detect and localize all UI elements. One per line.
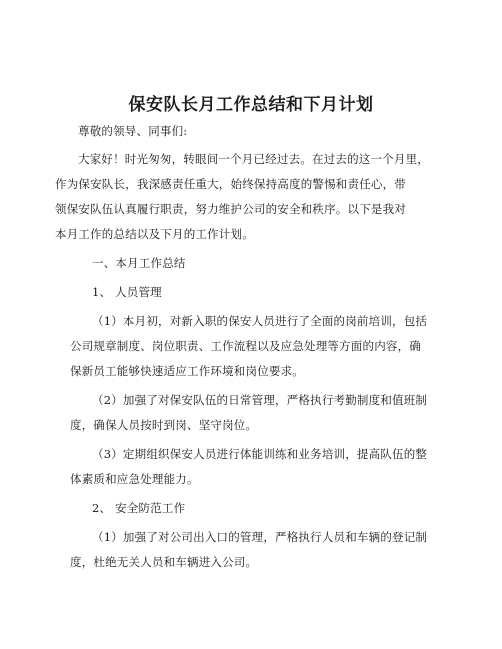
sub1-item1-line-2: 公司规章制度、岗位职责、工作流程以及应急处理等方面的内容，确 (70, 339, 421, 353)
sub1-item3-line-1: （3）定期组织保安人员进行体能训练和业务培训，提高队伍的整 (92, 447, 428, 461)
subsection-2-heading: 2、 安全防范工作 (92, 501, 186, 515)
sub1-item1-line-1: （1）本月初，对新入职的保安人员进行了全面的岗前培训，包括 (92, 314, 428, 328)
intro-line-2: 作为保安队长，我深感责任重大，始终保持高度的警惕和责任心，带 (55, 177, 406, 191)
section-1-heading: 一、本月工作总结 (92, 256, 186, 270)
sub2-item1-line-2: 度，杜绝无关人员和车辆进入公司。 (70, 555, 258, 569)
intro-line-3: 领保安队伍认真履行职责，努力维护公司的安全和秩序。以下是我对 (55, 202, 406, 216)
document-title: 保安队长月工作总结和下月计划 (128, 95, 374, 115)
sub1-item1-line-3: 保新员工能够快速适应工作环境和岗位要求。 (70, 364, 304, 378)
greeting: 尊敬的领导、同事们: (78, 124, 188, 138)
intro-line-1: 大家好！时光匆匆，转眼间一个月已经过去。在过去的这一个月里， (78, 152, 429, 166)
subsection-1-heading: 1、 人员管理 (92, 285, 162, 299)
sub2-item1-line-1: （1）加强了对公司出入口的管理，严格执行人员和车辆的登记制 (92, 530, 428, 544)
sub1-item2-line-2: 度，确保人员按时到岗、坚守岗位。 (70, 418, 258, 432)
sub1-item2-line-1: （2）加强了对保安队伍的日常管理，严格执行考勤制度和值班制 (92, 393, 428, 407)
intro-line-4: 本月工作的总结以及下月的工作计划。 (55, 227, 254, 241)
sub1-item3-line-2: 体素质和应急处理能力。 (70, 472, 199, 486)
